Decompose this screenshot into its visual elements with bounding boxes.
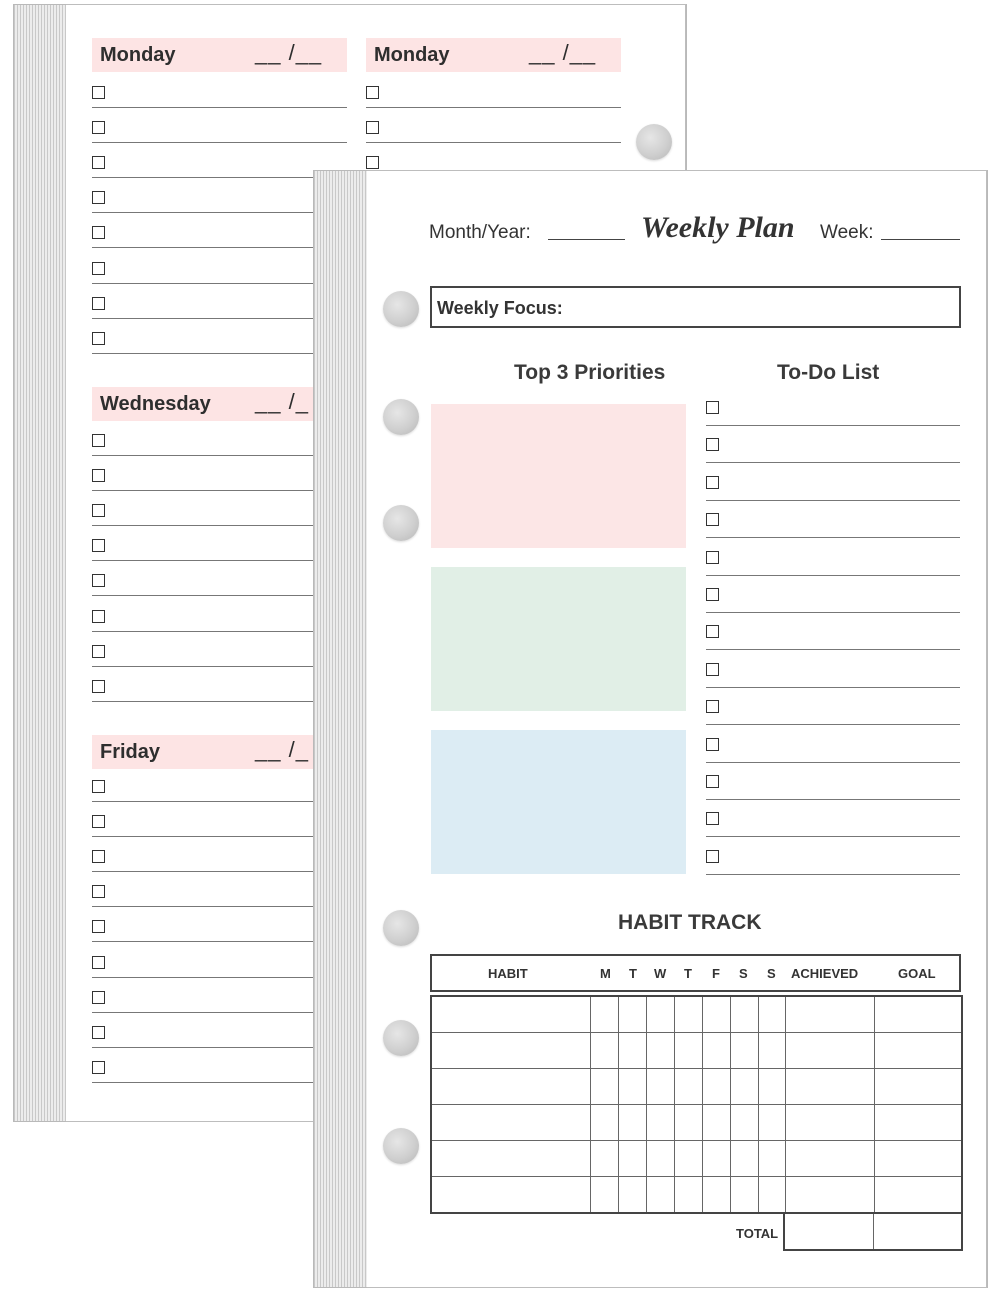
habit-cell[interactable] — [758, 1177, 785, 1214]
line — [92, 977, 314, 978]
todo-line — [706, 537, 960, 538]
habit-cell[interactable] — [590, 1177, 618, 1214]
habit-col-habit: HABIT — [488, 966, 528, 981]
checkbox[interactable] — [92, 332, 105, 345]
habit-cell[interactable] — [785, 1105, 874, 1141]
habit-cell[interactable] — [674, 1141, 702, 1177]
todo-line — [706, 425, 960, 426]
punch-hole — [383, 910, 419, 946]
line — [92, 906, 314, 907]
punch-hole — [383, 399, 419, 435]
habit-cell[interactable] — [874, 1033, 962, 1069]
line — [366, 107, 621, 108]
habit-cell[interactable] — [874, 1141, 962, 1177]
todo-checkbox[interactable] — [706, 513, 719, 526]
habit-cell[interactable] — [730, 1177, 758, 1214]
habit-cell[interactable] — [646, 1141, 674, 1177]
habit-cell[interactable] — [785, 1033, 874, 1069]
habit-col-m: M — [600, 966, 611, 981]
checkbox[interactable] — [92, 610, 105, 623]
habit-col-s: S — [739, 966, 748, 981]
habit-cell[interactable] — [874, 1177, 962, 1214]
habit-cell[interactable] — [674, 1069, 702, 1105]
checkbox[interactable] — [92, 86, 105, 99]
line — [92, 836, 314, 837]
todo-checkbox[interactable] — [706, 438, 719, 451]
habit-row — [431, 1105, 962, 1141]
habit-cell[interactable] — [702, 1033, 730, 1069]
line — [92, 941, 314, 942]
todo-checkbox[interactable] — [706, 775, 719, 788]
line — [92, 142, 347, 143]
habit-cell[interactable] — [618, 1105, 646, 1141]
habit-cell[interactable] — [702, 1141, 730, 1177]
habit-header-row — [430, 954, 961, 992]
priority-box-2[interactable] — [431, 567, 686, 711]
habit-cell[interactable] — [590, 996, 618, 1033]
line — [92, 283, 347, 284]
line — [92, 666, 314, 667]
habit-cell[interactable] — [702, 1105, 730, 1141]
day-name: Monday — [374, 44, 450, 66]
page-title: Weekly Plan — [641, 211, 795, 244]
priority-box-1[interactable] — [431, 404, 686, 548]
line — [92, 177, 347, 178]
todo-line — [706, 575, 960, 576]
total-divider — [873, 1214, 874, 1249]
todo-line — [706, 500, 960, 501]
line — [92, 801, 314, 802]
checkbox[interactable] — [366, 86, 379, 99]
line — [92, 525, 314, 526]
line — [92, 701, 314, 702]
habit-cell[interactable] — [646, 1105, 674, 1141]
habit-cell[interactable] — [674, 1033, 702, 1069]
day-name: Friday — [100, 741, 161, 763]
line — [92, 595, 314, 596]
habit-cell[interactable] — [874, 996, 962, 1033]
habit-cell[interactable] — [702, 1069, 730, 1105]
habit-col-s: S — [767, 966, 776, 981]
priorities-title: Top 3 Priorities — [514, 361, 666, 384]
checkbox[interactable] — [92, 780, 105, 793]
weekly-focus-label: Weekly Focus: — [437, 298, 563, 318]
habit-cell[interactable] — [874, 1069, 962, 1105]
habit-cell[interactable] — [758, 1105, 785, 1141]
checkbox[interactable] — [92, 191, 105, 204]
todo-checkbox[interactable] — [706, 401, 719, 414]
habit-cell[interactable] — [758, 1033, 785, 1069]
line — [92, 490, 314, 491]
habit-row — [431, 996, 962, 1033]
day-header-wednesday — [92, 387, 314, 421]
line — [92, 1012, 314, 1013]
habit-cell[interactable] — [646, 996, 674, 1033]
habit-cell[interactable] — [674, 1177, 702, 1214]
todo-line — [706, 687, 960, 688]
todo-checkbox[interactable] — [706, 663, 719, 676]
day-name: Wednesday — [100, 393, 211, 415]
habit-cell[interactable] — [431, 1141, 590, 1177]
habit-cell[interactable] — [646, 1177, 674, 1214]
todo-line — [706, 724, 960, 725]
todo-line — [706, 836, 960, 837]
day-name: Monday — [100, 44, 176, 66]
checkbox[interactable] — [92, 434, 105, 447]
habit-cell[interactable] — [646, 1033, 674, 1069]
habit-row — [431, 1177, 962, 1214]
habit-cell[interactable] — [785, 1069, 874, 1105]
habit-cell[interactable] — [590, 1141, 618, 1177]
habit-cell[interactable] — [431, 996, 590, 1033]
habit-cell[interactable] — [431, 1033, 590, 1069]
checkbox[interactable] — [92, 226, 105, 239]
todo-checkbox[interactable] — [706, 551, 719, 564]
week-label: Week: — [820, 222, 874, 243]
habit-track-title: HABIT TRACK — [618, 911, 762, 934]
habit-cell[interactable] — [618, 1033, 646, 1069]
day-header-monday — [92, 38, 347, 72]
line — [92, 318, 347, 319]
habit-cell[interactable] — [730, 1069, 758, 1105]
todo-checkbox[interactable] — [706, 625, 719, 638]
habit-cell[interactable] — [758, 1069, 785, 1105]
todo-checkbox[interactable] — [706, 476, 719, 489]
line — [366, 142, 621, 143]
punch-hole — [636, 124, 672, 160]
habit-row — [431, 1069, 962, 1105]
priority-box-3[interactable] — [431, 730, 686, 874]
checkbox[interactable] — [92, 469, 105, 482]
line — [92, 455, 314, 456]
habit-col-w: W — [654, 966, 667, 981]
habit-cell[interactable] — [702, 996, 730, 1033]
checkbox[interactable] — [92, 1061, 105, 1074]
checkbox[interactable] — [92, 815, 105, 828]
punch-hole — [383, 291, 419, 327]
checkbox[interactable] — [92, 885, 105, 898]
todo-line — [706, 649, 960, 650]
checkbox[interactable] — [92, 680, 105, 693]
total-box — [783, 1214, 963, 1251]
checkbox[interactable] — [92, 920, 105, 933]
habit-cell[interactable] — [785, 1141, 874, 1177]
todo-title: To-Do List — [777, 361, 880, 384]
checkbox[interactable] — [92, 645, 105, 658]
habit-cell[interactable] — [618, 1069, 646, 1105]
punch-hole — [383, 1020, 419, 1056]
habit-cell[interactable] — [590, 1069, 618, 1105]
habit-cell[interactable] — [758, 996, 785, 1033]
todo-line — [706, 612, 960, 613]
total-label: TOTAL — [736, 1226, 779, 1241]
habit-cell[interactable] — [646, 1069, 674, 1105]
habit-cell[interactable] — [618, 1141, 646, 1177]
todo-line — [706, 762, 960, 763]
todo-line — [706, 462, 960, 463]
date-placeholder: __ /_ — [255, 389, 309, 414]
habit-cell[interactable] — [702, 1177, 730, 1214]
habit-cell[interactable] — [758, 1141, 785, 1177]
checkbox[interactable] — [92, 991, 105, 1004]
total-left-border — [785, 1214, 786, 1249]
day-header-monday-right — [366, 38, 621, 72]
todo-checkbox[interactable] — [706, 812, 719, 825]
checkbox[interactable] — [92, 574, 105, 587]
date-placeholder: __ /__ — [255, 40, 323, 65]
line — [92, 107, 347, 108]
checkbox[interactable] — [92, 1026, 105, 1039]
checkbox[interactable] — [92, 121, 105, 134]
habit-cell[interactable] — [674, 1105, 702, 1141]
habit-cell[interactable] — [590, 1105, 618, 1141]
checkbox[interactable] — [92, 262, 105, 275]
habit-table — [430, 995, 963, 1214]
month-year-label: Month/Year: — [429, 222, 531, 243]
habit-col-t: T — [684, 966, 692, 981]
todo-checkbox[interactable] — [706, 700, 719, 713]
habit-row — [431, 1033, 962, 1069]
checkbox[interactable] — [366, 121, 379, 134]
todo-checkbox[interactable] — [706, 588, 719, 601]
checkbox[interactable] — [366, 156, 379, 169]
habit-cell[interactable] — [431, 1069, 590, 1105]
habit-cell[interactable] — [730, 1105, 758, 1141]
weekly-focus-box[interactable] — [430, 286, 961, 328]
habit-cell[interactable] — [674, 996, 702, 1033]
habit-col-achieved: ACHIEVED — [791, 966, 859, 981]
day-header-friday — [92, 735, 314, 769]
habit-cell[interactable] — [618, 996, 646, 1033]
habit-cell[interactable] — [590, 1033, 618, 1069]
habit-cell[interactable] — [431, 1177, 590, 1214]
habit-cell[interactable] — [618, 1177, 646, 1214]
habit-cell[interactable] — [431, 1105, 590, 1141]
month-year-field[interactable] — [548, 239, 625, 240]
todo-checkbox[interactable] — [706, 738, 719, 751]
habit-cell[interactable] — [730, 996, 758, 1033]
checkbox[interactable] — [92, 297, 105, 310]
checkbox[interactable] — [92, 850, 105, 863]
checkbox[interactable] — [92, 504, 105, 517]
todo-checkbox[interactable] — [706, 850, 719, 863]
date-placeholder: __ /_ — [255, 737, 309, 762]
todo-line — [706, 874, 960, 875]
habit-row — [431, 1141, 962, 1177]
habit-cell[interactable] — [730, 1141, 758, 1177]
checkbox[interactable] — [92, 156, 105, 169]
line — [92, 871, 314, 872]
line — [92, 247, 347, 248]
habit-col-t: T — [629, 966, 637, 981]
line — [92, 1082, 314, 1083]
todo-line — [706, 799, 960, 800]
habit-col-f: F — [712, 966, 720, 981]
line — [92, 560, 314, 561]
line — [92, 1047, 314, 1048]
date-placeholder: __ /__ — [529, 40, 597, 65]
habit-cell[interactable] — [874, 1105, 962, 1141]
habit-cell[interactable] — [785, 1177, 874, 1214]
habit-cell[interactable] — [730, 1033, 758, 1069]
habit-cell[interactable] — [785, 996, 874, 1033]
line — [92, 631, 314, 632]
checkbox[interactable] — [92, 956, 105, 969]
habit-col-goal: GOAL — [898, 966, 936, 981]
week-field[interactable] — [881, 239, 960, 240]
punch-hole — [383, 1128, 419, 1164]
line — [92, 212, 347, 213]
punch-hole — [383, 505, 419, 541]
checkbox[interactable] — [92, 539, 105, 552]
line — [92, 353, 347, 354]
